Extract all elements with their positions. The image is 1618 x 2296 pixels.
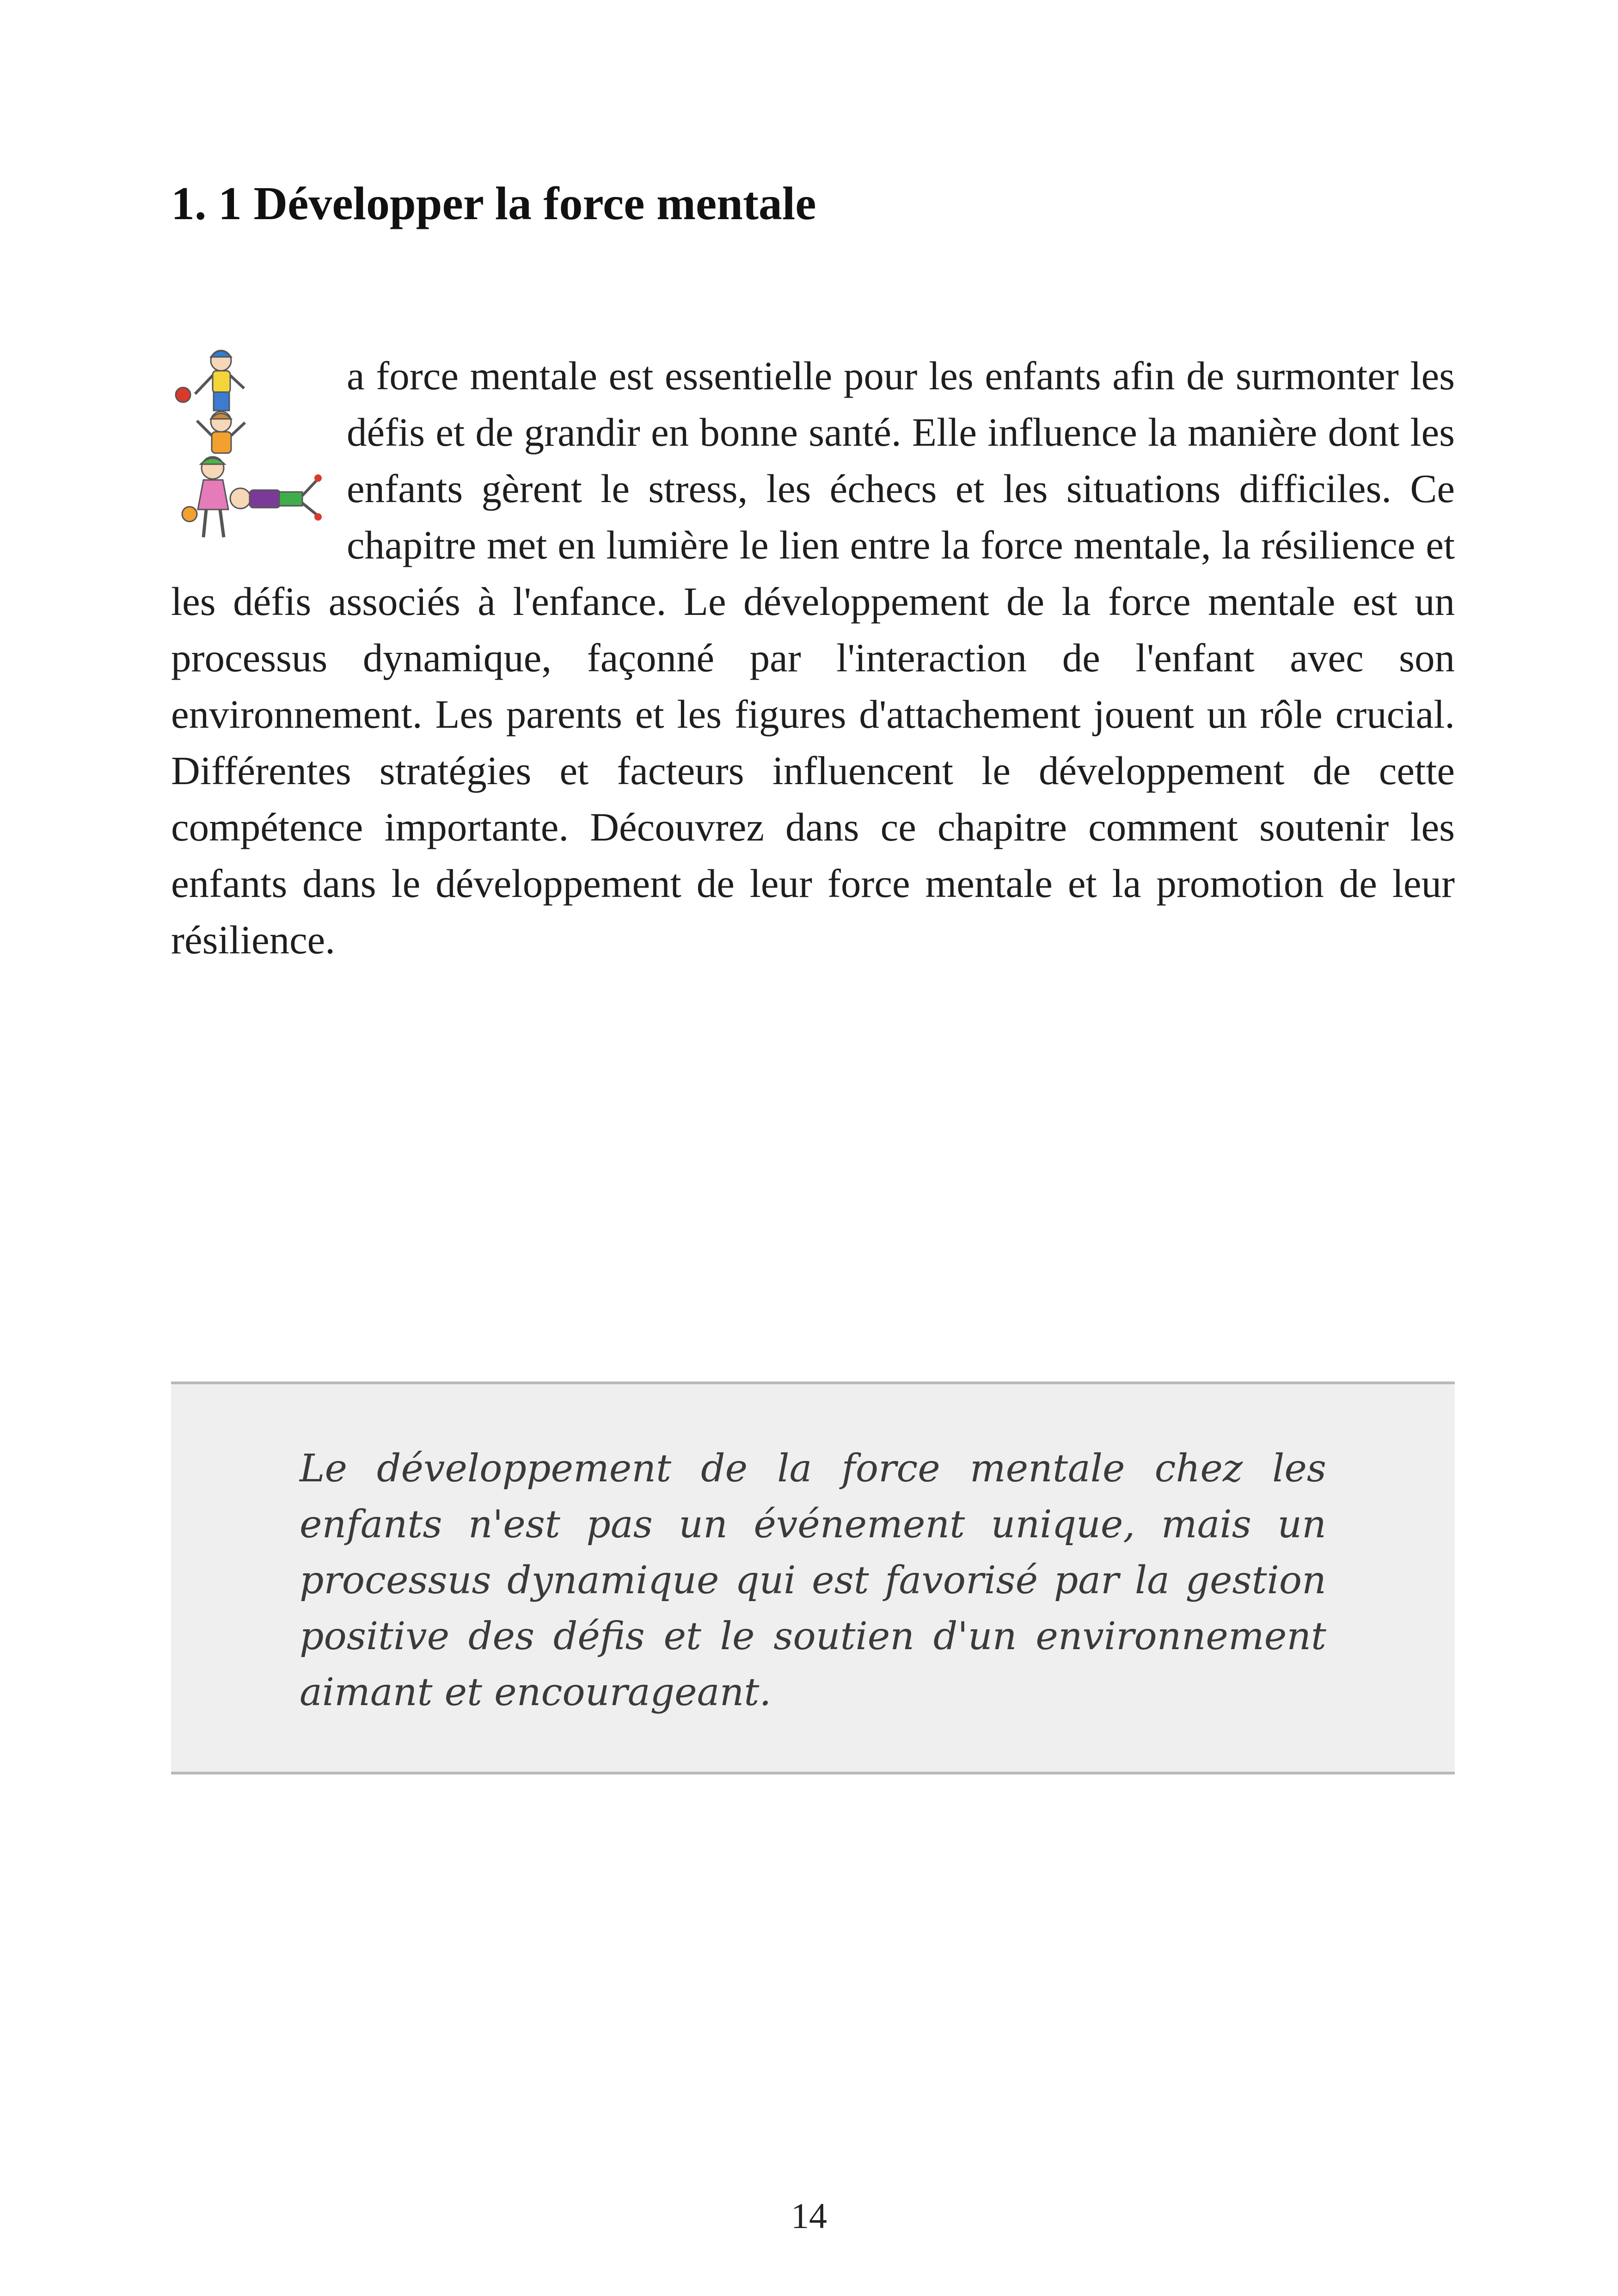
children-letter-l-icon [171, 343, 322, 546]
section-heading: 1. 1 Développer la force mentale [171, 178, 816, 230]
quote-text: Le développement de la force mentale chez les enfants n'est pas un événement unique, mais un processus dynamique qui est favorisé par la gestion positive des défis et le soutien d'un environnement aimant et encourageant. [300, 1447, 1326, 1714]
quote-box [171, 1381, 1455, 1774]
page-number: 14 [791, 2196, 827, 2236]
paragraph-text: a force mentale est essentielle pour les enfants afin de surmonter les défis et de grandir en bonne santé. Elle influence la manière dont les enfants gèrent le stress, les échecs et les situations difficiles. Ce chapitre met en lumière le lien entre la force mentale, la résilience et les défis associés à l'enfance. Le développement de la force mentale est un processus dynamique, façonné par l'interaction de l'enfant avec son environnement. Les parents et les figures d'attachement jouent un rôle crucial. Différentes stratégies et facteurs influencent le développement de cette compétence importante. Découvrez dans ce chapitre comment soutenir les enfants dans le développement de leur force mentale et la promotion de leur résilience. [171, 353, 1455, 962]
intro-paragraph [171, 348, 1455, 968]
